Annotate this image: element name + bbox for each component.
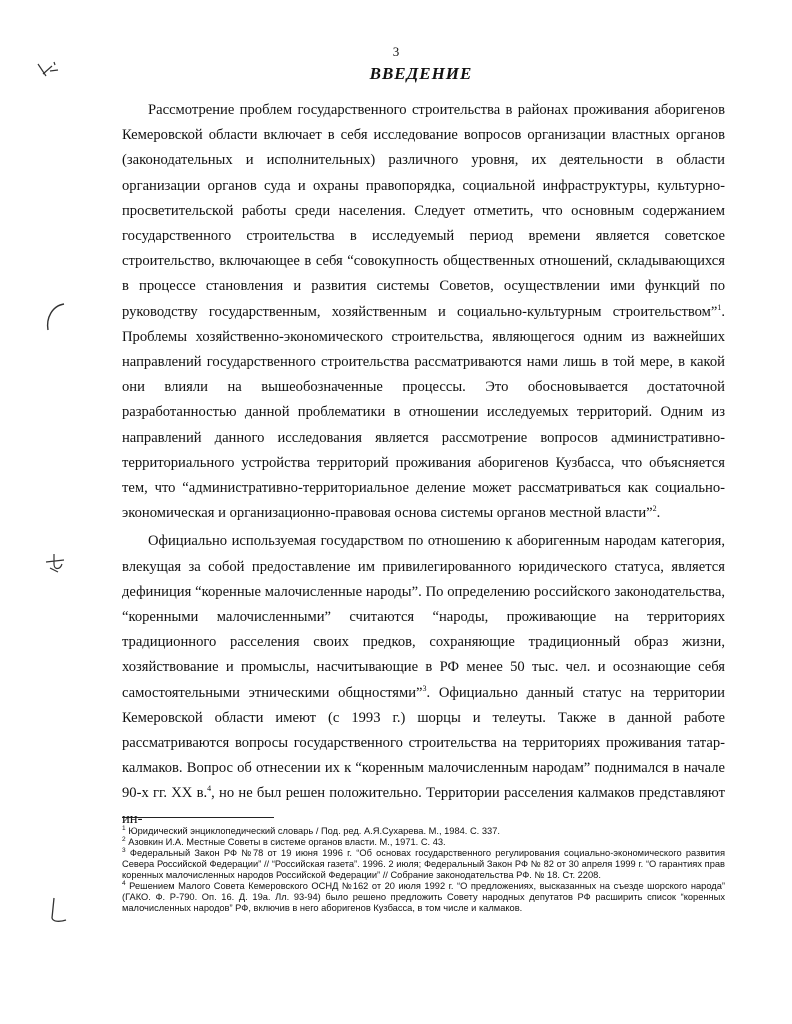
footnote-3-text: Федеральный Закон РФ №78 от 19 июня 1996 г. “Об основах государственного регулирования социально-экономического развития Севера Российской Федерации” // “Российская газета”. 1996. 2 июля; Федеральный Закон РФ № 82 от 30 апреля 1999 г. “О гарантиях прав коренных малочисленных народов Российской Федерации” // Собрание законодательства РФ. № 18. Ст. 2208. bbox=[122, 848, 725, 880]
footnote-divider bbox=[122, 817, 274, 818]
paragraph-2 bbox=[122, 529, 725, 831]
paragraph-1-text-b: . Проблемы хозяйственно-экономического строительства, являющегося одним из важнейших направлений государственного строительства рассматриваются нами лишь в той мере, в какой они влияли на вышеобозначенные процессы. Это обосновывается достаточной разработанностью данной проблематики в отношении исследуемых территорий. Одним из направлений данного исследования является рассмотрение вопросов административно-территориального устройства территорий проживания аборигенов Кузбасса, что объясняется тем, что “административно-территориальное деление может рассматриваться как социально-экономическая и организационно-правовая основа системы органов местной власти” bbox=[122, 303, 725, 522]
footnote-ref-4: 4 bbox=[207, 784, 212, 794]
footnote-2 bbox=[122, 837, 725, 848]
footnote-3 bbox=[122, 848, 725, 881]
footnote-3-number: 3 bbox=[122, 846, 126, 854]
paragraph-1 bbox=[122, 98, 725, 526]
margin-scribble-bottom bbox=[44, 896, 70, 926]
margin-scribble-middle bbox=[42, 550, 68, 574]
paragraph-2-text-c: , но не был решен положительно. Территории расселения калмаков представляют ин- bbox=[122, 785, 725, 827]
paragraph-2-text-a: Официально используемая государством по отношению к аборигенным народам категория, влекущая за собой предоставление им привилегированного юридического статуса, является дефиниция “коренные малочисленные народы”. По определению российского законодательства, “коренными малочисленными” считаются “народы, проживающие на территориях традиционного расселения своих предков, сохраняющие традиционный образ жизни, хозяйствование и промыслы, насчитывающие в РФ менее 50 тыс. чел. и осознающие себя самостоятельными этническими общностями” bbox=[122, 533, 725, 701]
footnote-4-text: Решением Малого Совета Кемеровского ОСНД №162 от 20 июля 1992 г. “О предложениях, высказанных на съезде шорского народа” (ГАКО. Ф. Р-790. Оп. 16. Д. 19а. Лл. 93-94) было решено предложить Совету народных депутатов РФ расширить список “коренных малочисленных народов” РФ, включив в него аборигенов Кузбасса, в том числе и калмаков. bbox=[122, 881, 725, 913]
paragraph-2-text-b: . Официально данный статус на территории Кемеровской области имеют (с 1993 г.) шорцы и телеуты. Также в данной работе рассматриваются вопросы государственного строительства на территориях проживания татар-калмаков. Вопрос об отнесении их к “коренным малочисленным народам” поднимался в начале 90-х гг. XX в. bbox=[122, 684, 725, 802]
footnote-1 bbox=[122, 826, 725, 837]
footnote-ref-1: 1 bbox=[717, 302, 722, 312]
body-text bbox=[122, 98, 725, 832]
footnote-1-text: Юридический энциклопедический словарь / Под. ред. А.Я.Сухарева. М., 1984. С. 337. bbox=[128, 826, 500, 836]
paragraph-1-text-c: . bbox=[656, 505, 661, 522]
paragraph-1-text-a: Рассмотрение проблем государственного строительства в районах проживания аборигенов Кемеровской области включает в себя исследование вопросов организации властных органов (законодательных и исполнительных) различного уровня, их деятельности в области организации органов суда и охраны правопорядка, социальной инфраструктуры, культурно-просветительской работы среди населения. Следует отметить, что основным содержанием государственного строительства в исследуемый период времени является советское строительство, включающее в себя “совокупность общественных отношений, складывающихся в процессе становления и развития системы Советов, осуществлении ими функций по руководству государственным, хозяйственным и социально-культурным строительством” bbox=[122, 102, 725, 320]
footnote-ref-3: 3 bbox=[422, 683, 427, 693]
footnote-4-number: 4 bbox=[122, 879, 126, 887]
footnote-ref-2: 2 bbox=[652, 504, 657, 514]
footnote-4 bbox=[122, 881, 725, 914]
footnote-2-text: Азовкин И.А. Местные Советы в системе органов власти. М., 1971. С. 43. bbox=[128, 837, 446, 847]
page-title: ВВЕДЕНИЕ bbox=[369, 64, 473, 83]
footnotes bbox=[122, 826, 725, 914]
footnote-2-number: 2 bbox=[122, 835, 126, 843]
margin-bracket-mark bbox=[42, 300, 68, 334]
footnote-1-number: 1 bbox=[122, 824, 126, 832]
page-number: 3 bbox=[392, 44, 400, 59]
